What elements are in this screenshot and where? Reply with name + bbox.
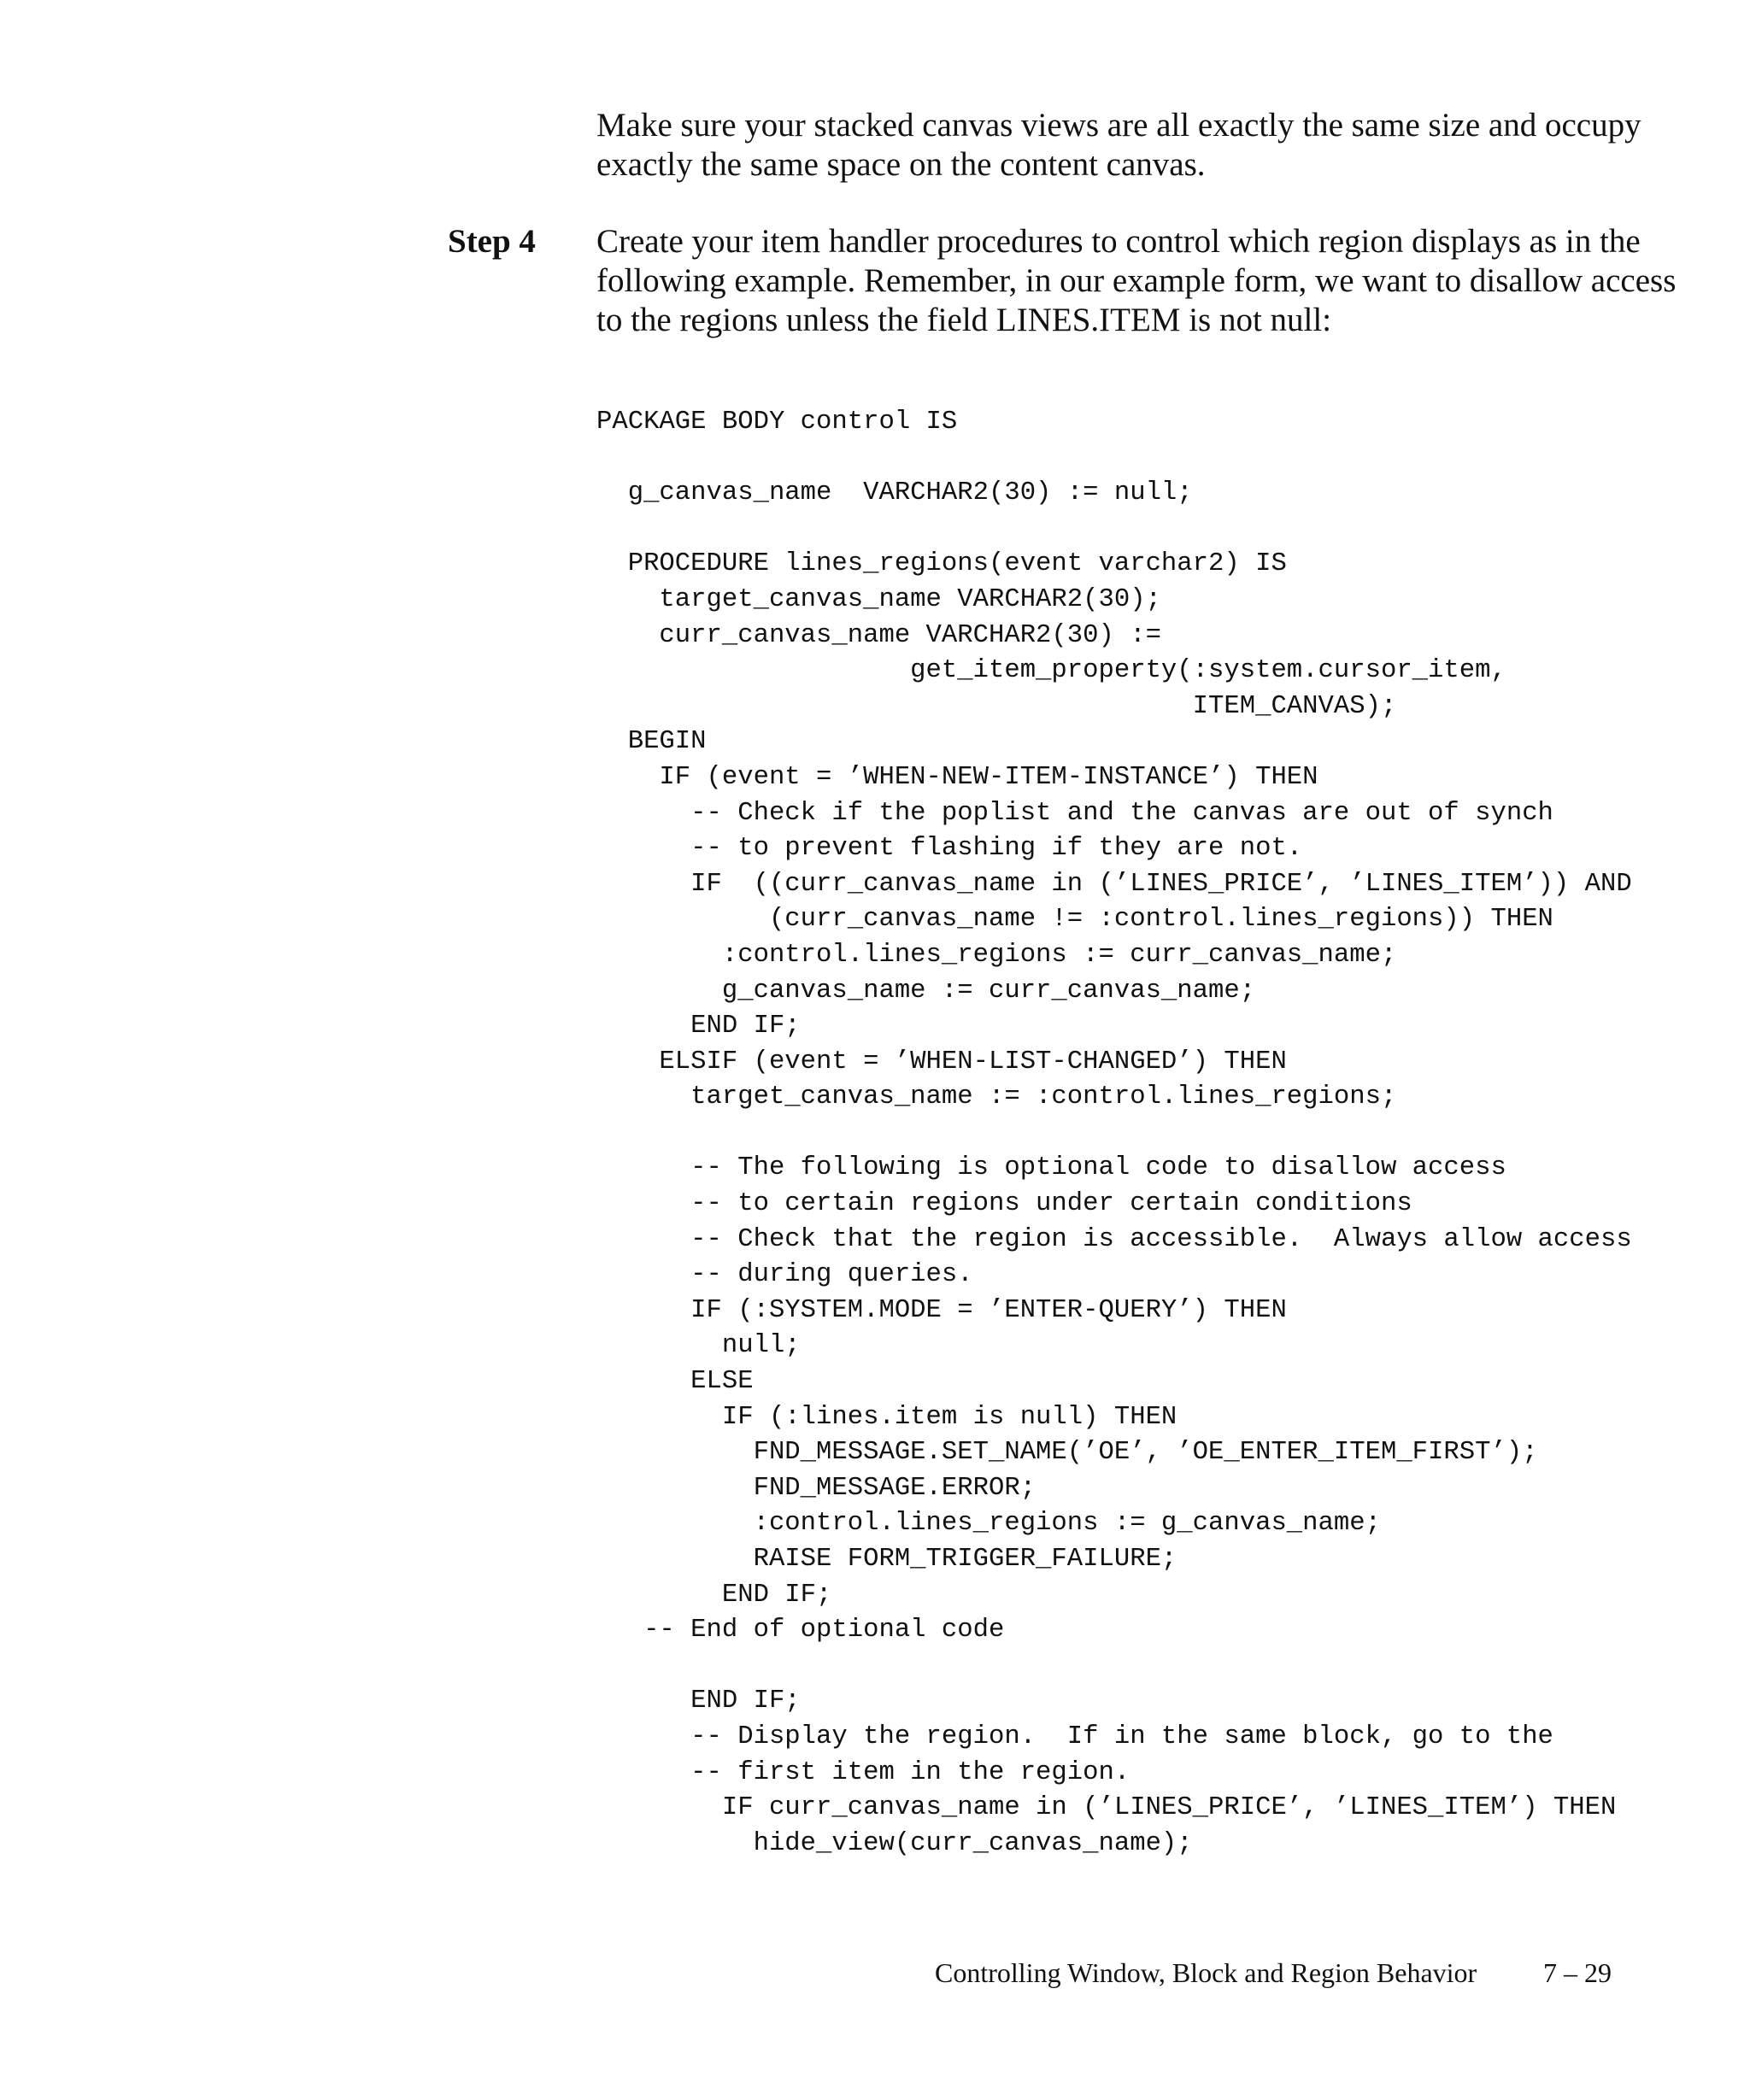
step-text: Create your item handler procedures to control which region displays as in the following example. Remember, in our example form, we want to disallow access to the regions unless the field LINES.ITEM is not null:	[596, 223, 1677, 338]
code-line: -- End of optional code	[596, 1616, 1005, 1645]
code-line: hide_view(curr_canvas_name);	[596, 1828, 1193, 1858]
footer-page-number: 7 – 29	[1543, 1957, 1612, 1988]
code-line: -- first item in the region.	[596, 1757, 1130, 1787]
code-line: IF curr_canvas_name in (’LINES_PRICE’, ’LINES_ITEM’) THEN	[596, 1793, 1617, 1823]
code-line: null;	[596, 1331, 801, 1361]
code-line: -- Check that the region is accessible. Always allow access	[596, 1224, 1632, 1254]
code-line	[596, 441, 1632, 477]
step-label: Step 4	[448, 223, 536, 260]
code-line: (curr_canvas_name != :control.lines_regions)) THEN	[596, 905, 1553, 935]
code-line: target_canvas_name := :control.lines_regions;	[596, 1082, 1397, 1112]
code-line	[596, 1862, 1632, 1898]
code-line: g_canvas_name := curr_canvas_name;	[596, 976, 1256, 1006]
code-line: PROCEDURE lines_regions(event varchar2) IS	[596, 549, 1287, 579]
code-line: -- The following is optional code to disallow access	[596, 1153, 1506, 1183]
code-line: BEGIN	[596, 727, 707, 757]
code-line: curr_canvas_name VARCHAR2(30) :=	[596, 620, 1161, 650]
footer-chapter-title: Controlling Window, Block and Region Behavior	[935, 1957, 1477, 1988]
code-line	[596, 1116, 1632, 1152]
code-line: ITEM_CANVAS);	[596, 691, 1397, 721]
code-line: ELSIF (event = ’WHEN-LIST-CHANGED’) THEN	[596, 1047, 1287, 1076]
code-line: END IF;	[596, 1686, 801, 1716]
code-line: -- Check if the poplist and the canvas are out of synch	[596, 798, 1553, 828]
code-line: IF (:lines.item is null) THEN	[596, 1402, 1177, 1432]
code-line	[596, 1649, 1632, 1685]
code-line: END IF;	[596, 1012, 801, 1041]
code-line: END IF;	[596, 1580, 832, 1610]
code-line: IF ((curr_canvas_name in (’LINES_PRICE’, ’LINES_ITEM’)) AND	[596, 869, 1632, 899]
code-line: IF (:SYSTEM.MODE = ’ENTER-QUERY’) THEN	[596, 1295, 1287, 1325]
code-line: get_item_property(:system.cursor_item,	[596, 656, 1506, 686]
code-line: :control.lines_regions := curr_canvas_name;	[596, 940, 1397, 970]
code-line: -- Display the region. If in the same block, go to the	[596, 1722, 1553, 1751]
code-line: FND_MESSAGE.ERROR;	[596, 1473, 1036, 1503]
intro-paragraph: Make sure your stacked canvas views are all exactly the same size and occupy exactly the same space on the content canvas.	[596, 107, 1641, 183]
code-line: PACKAGE BODY control IS	[596, 408, 958, 437]
code-line: -- to prevent flashing if they are not.	[596, 834, 1303, 864]
code-line: -- during queries.	[596, 1260, 973, 1290]
code-line: -- to certain regions under certain conditions	[596, 1189, 1412, 1219]
code-line: RAISE FORM_TRIGGER_FAILURE;	[596, 1545, 1177, 1574]
code-line: target_canvas_name VARCHAR2(30);	[596, 584, 1161, 614]
code-line: g_canvas_name VARCHAR2(30) := null;	[596, 478, 1193, 508]
code-line	[596, 512, 1632, 548]
code-line: :control.lines_regions := g_canvas_name;	[596, 1509, 1381, 1539]
code-line: IF (event = ’WHEN-NEW-ITEM-INSTANCE’) THEN	[596, 762, 1318, 792]
code-line: FND_MESSAGE.SET_NAME(’OE’, ’OE_ENTER_ITEM_FIRST’);	[596, 1438, 1538, 1468]
code-block	[596, 405, 1632, 1898]
code-line: ELSE	[596, 1367, 754, 1397]
